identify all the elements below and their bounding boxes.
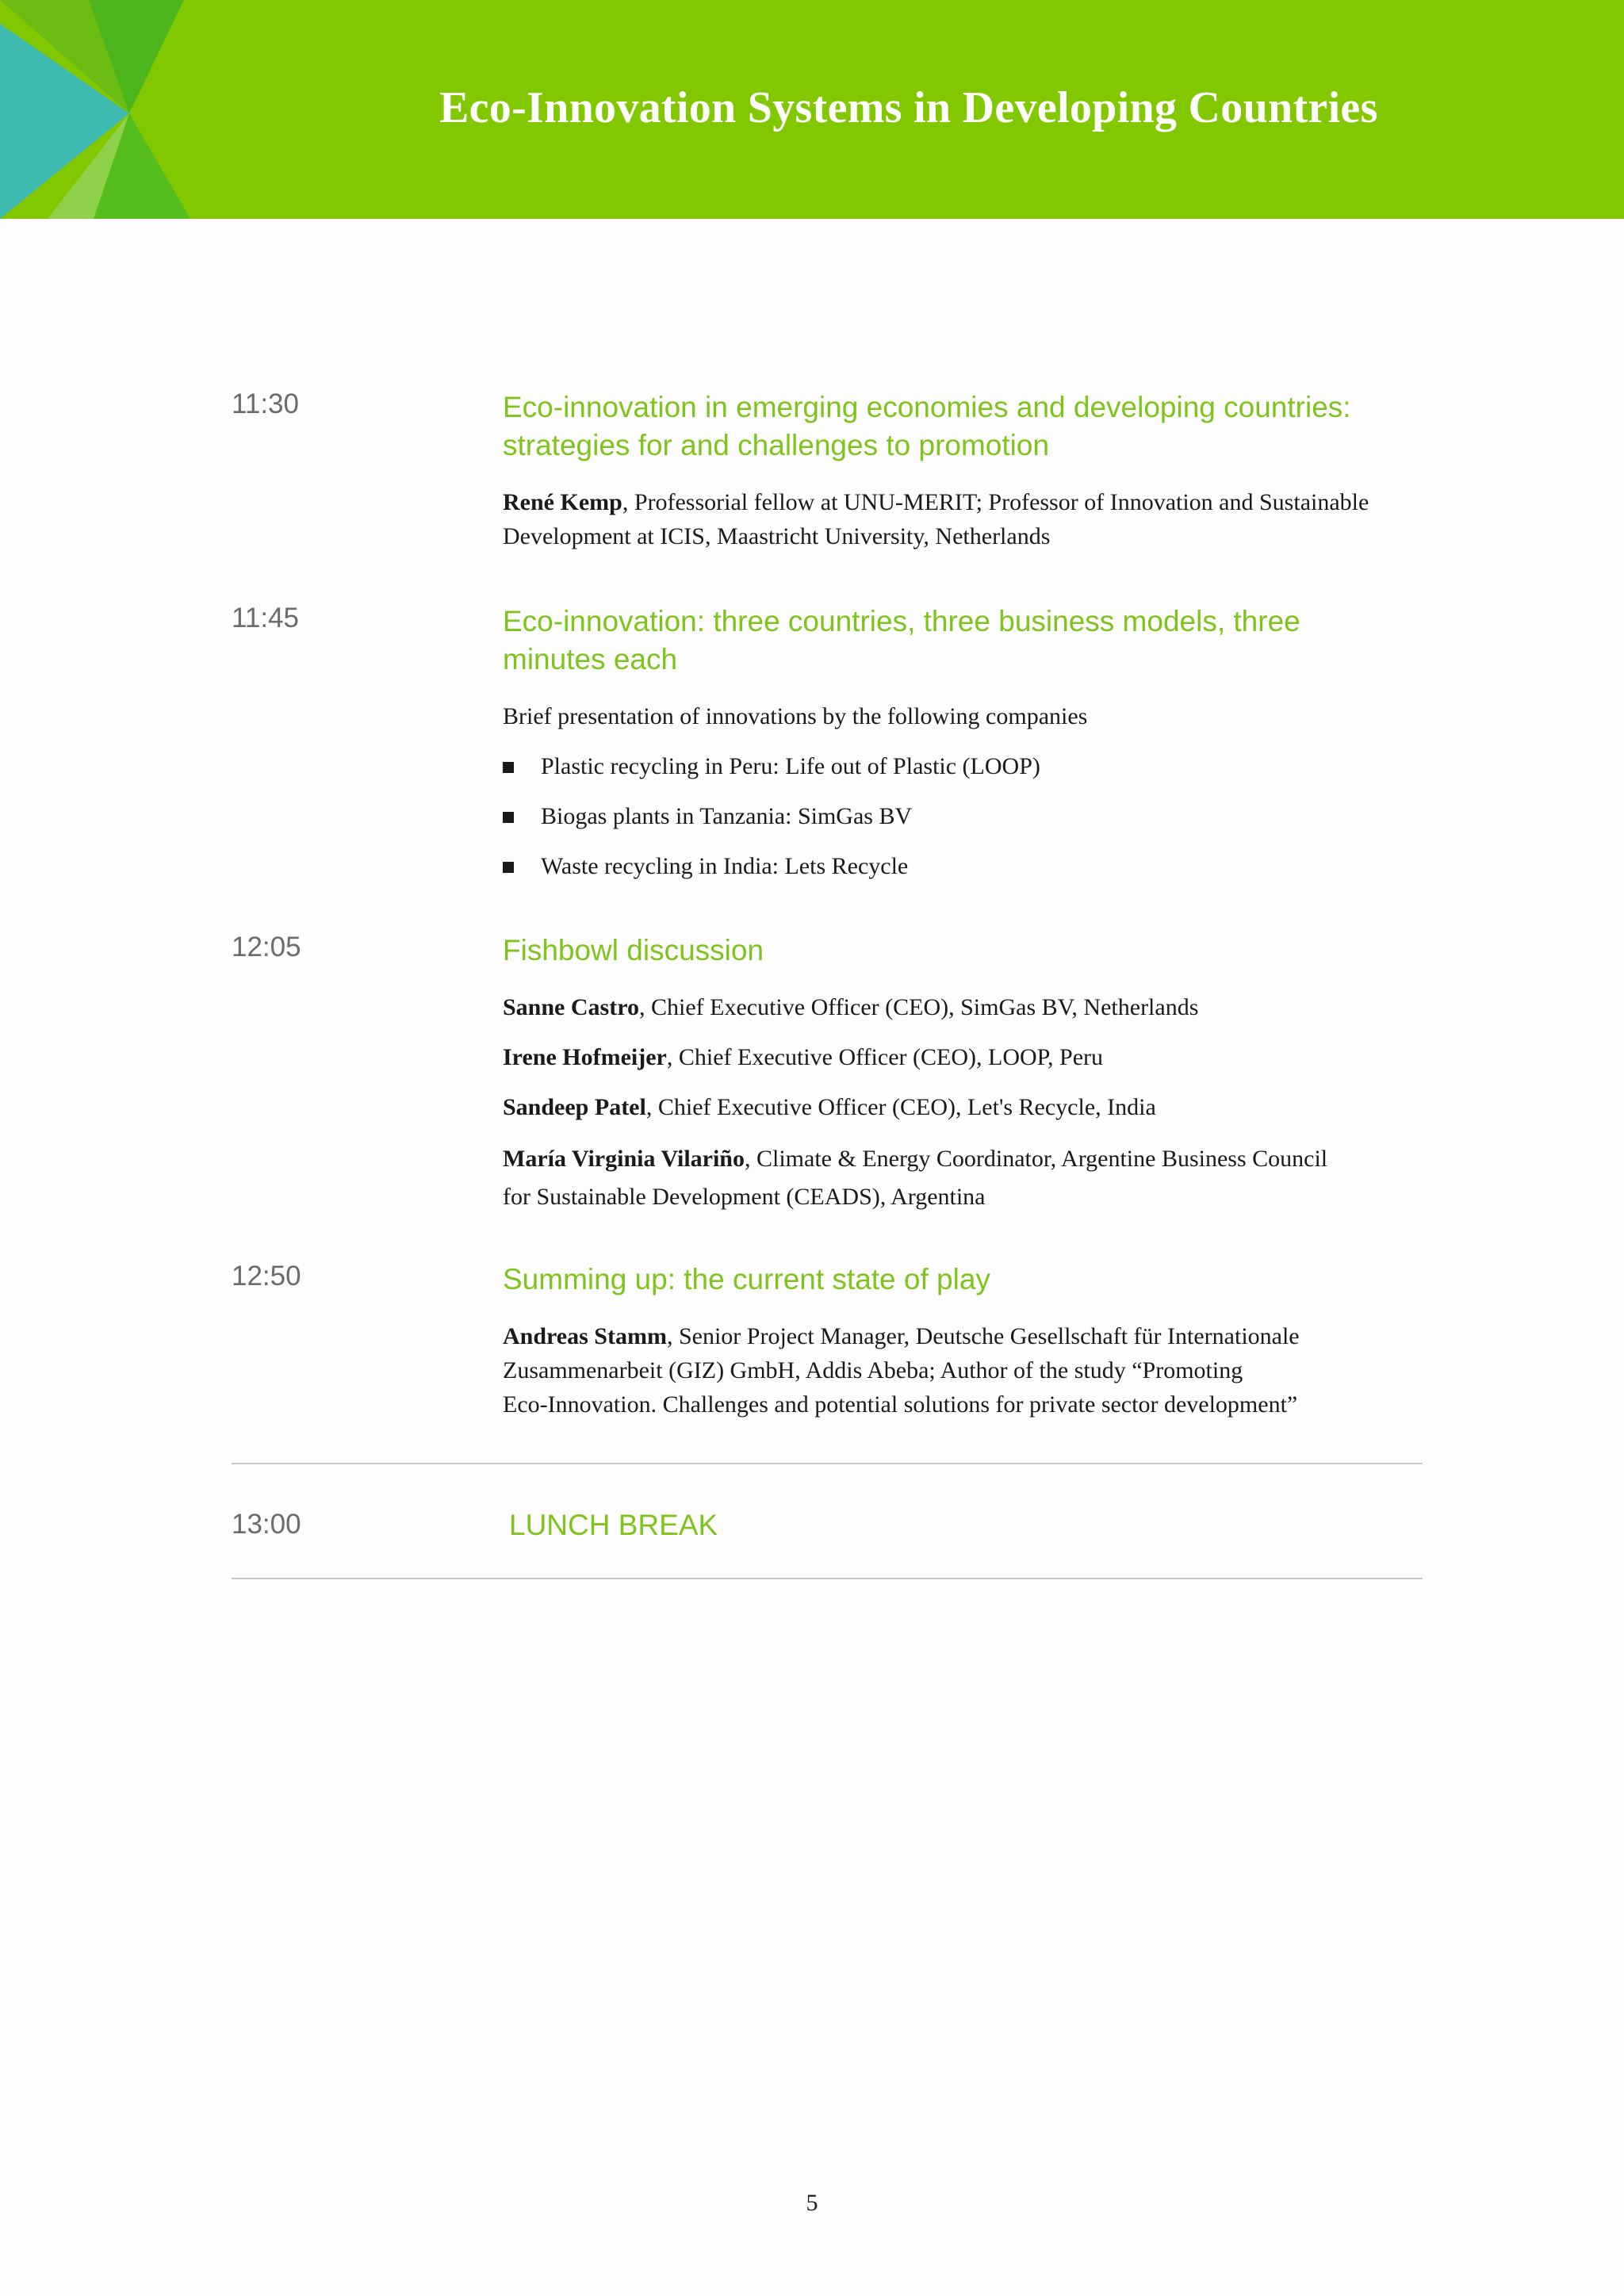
speaker-affiliation: , Chief Executive Officer (CEO), LOOP, Peru [666,1044,1103,1070]
speaker-name: Sanne Castro [503,994,639,1020]
header-banner [0,0,1624,219]
square-bullet-icon [503,762,514,773]
session-time: 12:05 [232,932,301,962]
session-title-line: minutes each [503,643,678,675]
session-title [503,932,1423,970]
session-title-line: Eco-innovation: three countries, three business models, three [503,605,1300,637]
document-title: Eco-Innovation Systems in Developing Countries [439,83,1378,132]
session-content [503,388,1423,553]
speaker-affiliation: , Senior Project Manager, Deutsche Gesellschaft für Internationale [666,1323,1300,1349]
session-title [503,388,1423,465]
list-item-text: Biogas plants in Tanzania: SimGas BV [541,803,913,829]
session-time: 11:30 [232,388,299,419]
speaker-entry [503,1040,1423,1074]
speaker-entry [503,990,1423,1024]
list-item [503,849,1423,883]
divider [232,1463,1423,1464]
session-title-line: strategies for and challenges to promotion [503,429,1050,461]
speaker-affiliation: , Chief Executive Officer (CEO), SimGas BV, Netherlands [638,994,1199,1020]
speaker-affiliation: , Chief Executive Officer (CEO), Let's Recycle, India [645,1094,1156,1120]
session-title-line: Eco-innovation in emerging economies and developing countries: [503,391,1351,423]
speaker-affiliation: for Sustainable Development (CEADS), Argentina [503,1184,986,1210]
session-content [503,603,1423,883]
list-item-text: Waste recycling in India: Lets Recycle [541,853,909,879]
speaker-name: René Kemp [503,489,622,515]
session-title-line: Fishbowl discussion [503,934,764,966]
speaker-entry [503,485,1423,553]
session-description: Brief presentation of innovations by the following companies [503,703,1088,729]
header-geometric-logo [0,0,206,219]
session-title-line: Summing up: the current state of play [503,1263,990,1295]
session-time: 12:50 [232,1261,301,1292]
speaker-affiliation: , Professorial fellow at UNU-MERIT; Professor of Innovation and Sustainable [622,489,1369,515]
speaker-affiliation: Zusammenarbeit (GIZ) GmbH, Addis Abeba; Author of the study “Promoting [503,1357,1243,1383]
session-content [503,1261,1423,1422]
session-title [503,1261,1423,1299]
session-time: 13:00 [232,1509,301,1540]
square-bullet-icon [503,862,514,873]
page-number: 5 [806,2190,818,2216]
square-bullet-icon [503,812,514,823]
lunch-break-label: LUNCH BREAK [509,1509,718,1541]
list-item [503,749,1423,783]
divider [232,1578,1423,1579]
speaker-affiliation: Eco-Innovation. Challenges and potential solutions for private sector development” [503,1391,1298,1418]
speaker-name: Sandeep Patel [503,1094,646,1120]
list-item [503,799,1423,833]
list-item-text: Plastic recycling in Peru: Life out of Plastic (LOOP) [541,753,1040,779]
session-title [503,603,1423,679]
speaker-name: María Virginia Vilariño [503,1146,745,1172]
speaker-name: Irene Hofmeijer [503,1044,667,1070]
company-list [503,749,1423,883]
speaker-entry [503,1140,1423,1216]
speaker-entry [503,1319,1423,1422]
session-time: 11:45 [232,603,299,633]
speaker-name: Andreas Stamm [503,1323,667,1349]
speaker-entry [503,1090,1423,1124]
speaker-affiliation: Development at ICIS, Maastricht University, Netherlands [503,523,1051,549]
speaker-affiliation: , Climate & Energy Coordinator, Argentine Business Council [745,1146,1328,1172]
session-content [503,932,1423,1216]
